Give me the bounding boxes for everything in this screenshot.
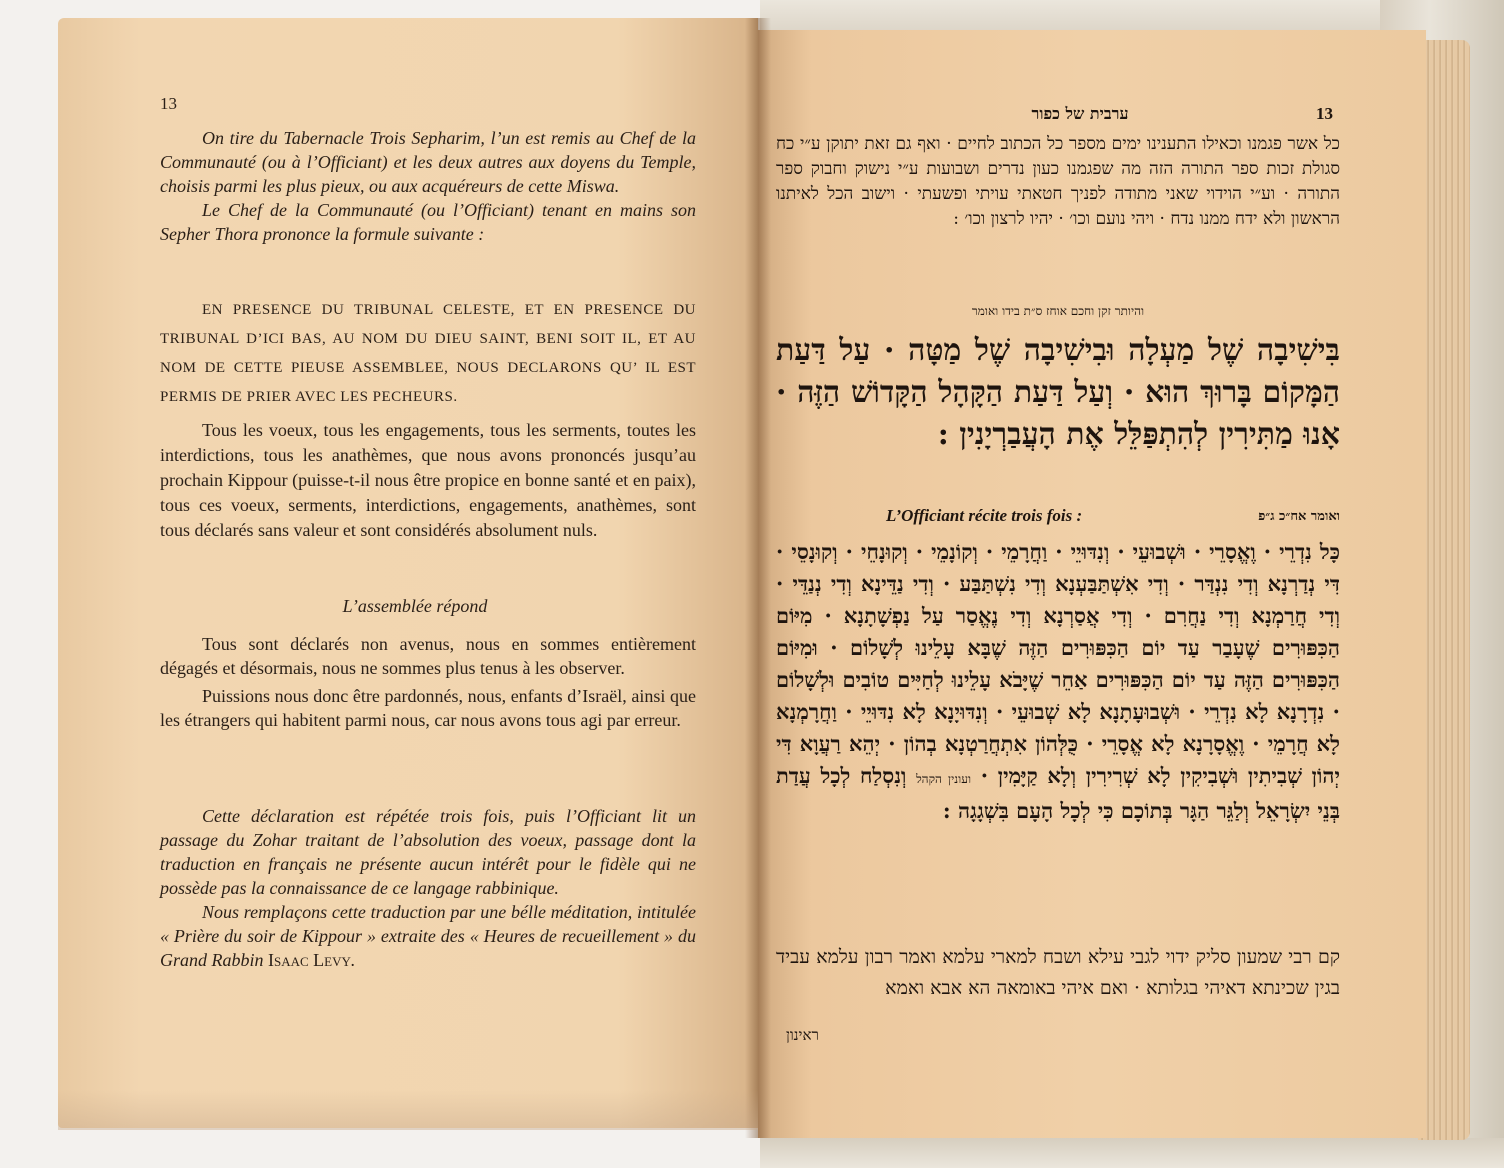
intro-hebrew: כל אשר פגמנו וכאילו התענינו ימים מספר כל הכתוב לחיים · ואף גם זאת יתוקן ע״י כח סגולת זכות ספר התורה הזה מה שפגמנו כעון נדרים ושבועות ע״י נישוק וחבוק ספר התורה · וע״י הוידוי שאני מתודה לפניך חטאתי עויתי ופשעתי · וישוב הכל לאיתנו הראשון ולא ידח ממנו נדח · ויהי נועם וכו׳ · יהיו לרצון וכו׳ : — [776, 134, 1340, 229]
left-intro — [160, 126, 696, 246]
left-page-number: 13 — [160, 94, 177, 113]
formula-paragraph — [160, 296, 696, 412]
closing-text: Nous remplaçons cette traduction par une bélle méditation, intitulée « Prière du soir de Kippour » extraite des « Heures de recueillement » du Grand Rabbin — [160, 902, 696, 970]
book-cover-bottom — [760, 1138, 1504, 1168]
vows-paragraph — [160, 418, 696, 543]
catchword: ראינון — [786, 1026, 819, 1044]
intro-paragraph: On tire du Tabernacle Trois Sepharim, l’un est remis au Chef de la Communauté (ou à l’Officiant) et les deux autres aux doyens du Temple, choisis parmi les plus pieux, ou aux acquéreurs de cette Miswa. — [160, 128, 696, 196]
left-page-shadow — [58, 1090, 758, 1130]
main-declaration-hebrew: בִּישִׁיבָה שֶׁל מַעְלָה וּבִישִׁיבָה שֶׁל מַטָּה · עַל דַּעַת הַמָּקוֹם בָּרוּךְ הוּא · וְעַל דַּעַת הַקָּהָל הַקָּדוֹשׁ הַזֶּה · אָנוּ מַתִּירִין לְהִתְפַּלֵּל אֶת הָעֲבַרְיָנִין : — [776, 333, 1340, 452]
congregation-note: ועונין הקהל — [916, 772, 972, 786]
author-name: Isaac Levy — [268, 950, 351, 970]
congregation-response: וְנִסְלַח לְכָל עֲדַת בְּנֵי יִשְׂרָאֵל וְלַגֵּר הַגָּר בְּתוֹכָם כִּי לְכָל הָעָם בִּשְׁגָגָה : — [776, 763, 1340, 823]
instruction-hebrew-note: והיותר זקן וחכם אוחז ס״ת בידו ואומר — [971, 304, 1145, 318]
book-gutter — [745, 18, 771, 1138]
closing-note — [160, 804, 696, 972]
zohar-passage: קם רבי שמעון סליק ידוי לגבי עילא ושבח למארי עלמא ואמר רבון עלמא עביד בגין שכינתא דאיהי בגלותא · ואם איהי באומאה הא אבא ואמא — [776, 946, 1340, 999]
kol-nidre-body: כָּל נִדְרֵי · וֶאֱסָרֵי · וּשְׁבוּעֵי · וְנִדּוּיֵי · וַחֲרָמֵי · וְקוֹנָמֵי · וְקוּנָחֵי · וְקוּנָסֵי · דִּי נְדַרְנָא וְדִי נִנְדַּר · וְדִי אִשְׁתַּבַּעְנָא וְדִי נִשְׁתַּבַּע · וְדִי נַדֵּינָא וְדִי נְנַדֵּי · וְדִי חֲרַמְנָא וְדִי נַחֲרִם · וְדִי אֲסַרְנָא וְדִי נֶאֱסַר עַל נַפְשָׁתָנָא · מִיּוֹם הַכִּפּוּרִים שֶׁעָבַר עַד יוֹם הַכִּפּוּרִים הַזֶּה שֶׁבָּא עָלֵינוּ לְשָׁלוֹם · וּמִיּוֹם הַכִּפּוּרִים הַזֶּה עַד יוֹם הַכִּפּוּרִים אַחֵר שֶׁיָּבֹא עָלֵינוּ לְחַיִּים טוֹבִים וּלְשָׁלוֹם · נִדְרָנָא לָא נִדְרֵי · וּשְׁבוּעָתָנָא לָא שְׁבוּעֵי · וְנִדּוּיָנָא לָא נִדּוּיֵי · וַחֲרָמְנָא לָא חֲרָמֵי · וֶאֱסָרָנָא לָא אֱסָרֵי · כֻּלְּהוֹן אִתְחֲרַטְנָא בְהוֹן · יְהֵא רַעֲוָא דִּי יְהוֹן שְׁבִיתִין וּשְׁבִיקִין לָא שְׁרִירִין וְלָא קַיָּמִין · — [776, 539, 1340, 788]
officiant-instruction-he: ואומר אח״כ ג״פ — [1258, 509, 1340, 524]
closing-paragraph-1: Cette déclaration est répétée trois fois, puis l’Officiant lit un passage du Zohar traitant de l’absolution des voeux, passage dont la traduction en français ne présente aucun intérêt pour le fidèle qui ne possède pas la connaissance de ce langage rabbinique. — [160, 806, 696, 898]
right-page-number: 13 — [1316, 104, 1333, 123]
assembly-response — [160, 632, 696, 732]
vows-text: Tous les voeux, tous les engagements, tous les serments, toutes les interdictions, tous les anathèmes, que nous avons prononcés jusqu’au prochain Kippour (puisse-t-il nous être propice en bonne santé et en paix), tous ces voeux, serments, interdictions, engagements, anathèmes, sont tous déclarés sans valeur et sont considérés absolument nuls. — [160, 420, 696, 540]
closing-period: . — [350, 950, 356, 970]
instruction-paragraph: Le Chef de la Communauté (ou l’Officiant) tenant en mains son Sepher Thora prononce la formule suivante : — [160, 200, 696, 244]
running-header: ערבית של כפור — [1031, 104, 1129, 123]
closing-paragraph-2 — [160, 900, 696, 972]
formula-text: EN PRESENCE DU TRIBUNAL CELESTE, ET EN PRESENCE DU TRIBUNAL D’ICI BAS, AU NOM DU DIEU SAINT, BENI SOIT IL, ET AU NOM DE CETTE PIEUSE ASSEMBLEE, NOUS DECLARONS QU’ IL EST PERMIS DE PRIER AVEC LES PECHEURS. — [160, 302, 696, 405]
response-paragraph-2: Puissions nous donc être pardonnés, nous, enfants d’Israël, ainsi que les étrangers qui habitent parmi nous, car nous avons tous agi par erreur. — [160, 686, 696, 730]
response-paragraph-1: Tous sont déclarés non avenus, nous en sommes entièrement dégagés et désormais, nous ne sommes plus tenus à les observer. — [160, 634, 696, 678]
officiant-instruction-fr: L’Officiant récite trois fois : — [886, 506, 1083, 525]
kol-nidre-text — [776, 536, 1340, 827]
assembly-heading: L’assemblée répond — [342, 596, 488, 616]
